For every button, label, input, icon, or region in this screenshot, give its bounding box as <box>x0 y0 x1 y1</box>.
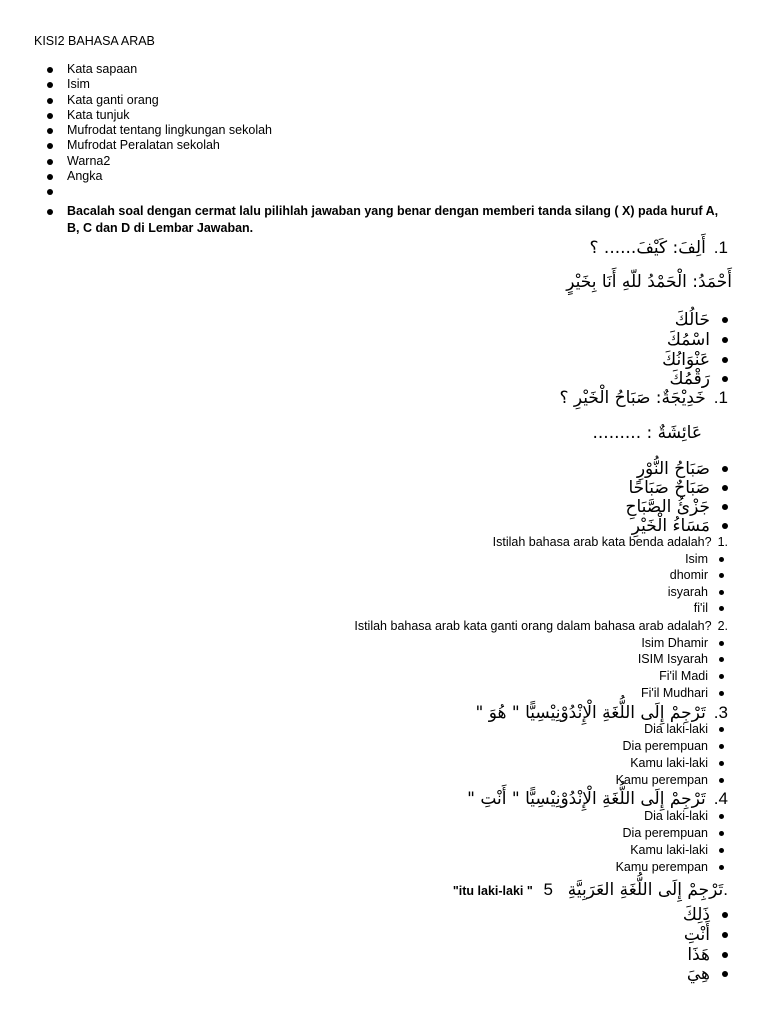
question-3-option: fi'il <box>694 601 724 615</box>
topic-item-empty <box>40 184 272 199</box>
question-7-number: 5. <box>543 880 728 899</box>
question-5-option: Dia laki-laki <box>644 722 724 736</box>
question-5-number: 3. <box>713 703 728 722</box>
question-1-option: رَقْمُكَ <box>670 369 729 389</box>
question-6 <box>467 789 728 809</box>
question-6-option: Kamu perempan <box>616 860 724 874</box>
topic-list <box>40 62 272 200</box>
instruction-text: Bacalah soal dengan cermat lalu pilihlah jawaban yang benar dengan memberi tanda silang ( X) pada huruf A, B, C dan D di Lembar Jawaban. <box>67 203 727 237</box>
question-4-number: 2. <box>717 619 728 633</box>
question-7 <box>453 880 728 900</box>
question-6-option: Dia laki-laki <box>644 809 724 823</box>
topic-item: Kata sapaan <box>40 62 272 77</box>
question-5 <box>476 703 728 723</box>
question-2-option: صَبَاحٌ صَبَاحًا <box>628 478 728 498</box>
question-7-option: ذَلِكَ <box>683 905 728 925</box>
question-3-number: 1. <box>717 535 728 549</box>
question-7-option: هَذَا <box>687 945 728 965</box>
question-2-number: 1. <box>713 388 728 407</box>
question-1-number: 1. <box>713 238 728 257</box>
question-4-option: Fi'il Madi <box>659 669 724 683</box>
question-6-option: Kamu laki-laki <box>630 843 724 857</box>
question-2-option: مَسَاءُ الْخَيْرِ <box>632 516 728 536</box>
topic-item: Mufrodat tentang lingkungan sekolah <box>40 123 272 138</box>
question-3-text: Istilah bahasa arab kata benda adalah? <box>492 535 712 549</box>
topic-item: Angka <box>40 169 272 184</box>
question-4-option: Isim Dhamir <box>641 636 724 650</box>
topic-item: Warna2 <box>40 154 272 169</box>
question-2-dialogue: عَائِشَةٌ : ......... <box>592 423 702 443</box>
question-3-option: dhomir <box>670 568 724 582</box>
question-6-text: تَرْجِمْ إِلَى اللُّغَةِ الْإِنْدُوْنِيْسِيًّا " أَنْتِ " <box>467 789 706 809</box>
question-4 <box>354 619 728 633</box>
question-5-option: Kamu laki-laki <box>630 756 724 770</box>
question-3-option: isyarah <box>668 585 724 599</box>
question-1-option: عَنْوَانُكَ <box>662 350 728 370</box>
question-7-arabic-text: تَرْجِمْ إِلَى اللُّغَةِ العَرَبِيَّةِ <box>567 880 724 900</box>
question-1-option: حَالُكَ <box>675 310 728 330</box>
question-5-option: Kamu perempan <box>616 773 724 787</box>
topic-item: Isim <box>40 77 272 92</box>
question-4-option: Fi'il Mudhari <box>641 686 724 700</box>
question-1-text: أَلِفَ: كَيْفَ...... ؟ <box>589 238 706 258</box>
topic-item: Kata ganti orang <box>40 93 272 108</box>
question-1-dialogue: أَحْمَدُ: الْحَمْدُ للّهِ أَنَا بِخَيْرٍ <box>566 272 732 292</box>
document-title: KISI2 BAHASA ARAB <box>34 34 155 48</box>
question-1-option: اسْمُكَ <box>667 330 728 350</box>
question-1 <box>589 238 728 258</box>
question-7-option: أَنْتِ <box>684 925 728 945</box>
question-5-text: تَرْجِمْ إِلَى اللُّغَةِ الْإِنْدُوْنِيْسِيًّا " هُوَ " <box>475 703 706 723</box>
question-7-option: هِيَ <box>687 964 728 984</box>
question-3 <box>493 535 728 549</box>
topic-item: Mufrodat Peralatan sekolah <box>40 138 272 153</box>
topic-item: Kata tunjuk <box>40 108 272 123</box>
question-2-option: جَزْئُ الصَّبَاحِ <box>625 497 728 517</box>
question-5-option: Dia perempuan <box>623 739 724 753</box>
question-7-latin-text: "itu laki-laki " <box>452 884 533 898</box>
question-2 <box>559 388 728 408</box>
question-4-option: ISIM Isyarah <box>638 652 724 666</box>
question-6-number: 4. <box>713 789 728 808</box>
question-6-option: Dia perempuan <box>623 826 724 840</box>
question-2-text: خَدِيْجَةٌ: صَبَاحُ الْخَيْرِ ؟ <box>559 388 706 408</box>
question-4-text: Istilah bahasa arab kata ganti orang dalam bahasa arab adalah? <box>354 619 712 633</box>
question-2-option: صَبَاحُ النُّوْرِ <box>637 459 728 479</box>
question-3-option: Isim <box>685 552 724 566</box>
